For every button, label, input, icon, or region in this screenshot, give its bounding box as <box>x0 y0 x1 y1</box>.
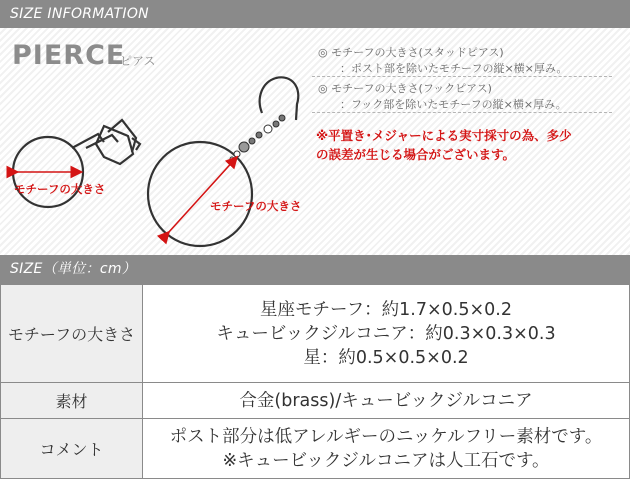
comment-value <box>143 419 630 479</box>
comment-line-2: ※キュービックジルコニアは人工石です。 <box>222 450 550 471</box>
table-row <box>1 285 630 383</box>
motif-size-label: モチーフの大きさ <box>1 285 143 383</box>
constellation-motif-size: 星座モチーフ：約1.7×0.5×0.2 <box>260 299 512 320</box>
stud-note-heading: ◎ モチーフの大きさ(スタッドピアス) <box>318 46 504 59</box>
table-row <box>1 383 630 419</box>
hook-note-detail: ：フック部を除いたモチーフの縦×横×厚み。 <box>340 98 567 111</box>
note-divider-2 <box>312 112 612 113</box>
cubic-zirconia-size: キュービックジルコニア：約0.3×0.3×0.3 <box>216 323 556 344</box>
star-size: 星：約0.5×0.5×0.2 <box>303 347 469 368</box>
stud-note-detail: ：ポスト部を除いたモチーフの縦×横×厚み。 <box>340 62 568 75</box>
hook-size-label: モチーフの大きさ <box>210 199 302 213</box>
motif-size-value <box>143 285 630 383</box>
measurement-warning-line2: の誤差が生じる場合がございます。 <box>316 147 516 162</box>
stud-size-label: モチーフの大きさ <box>14 182 106 196</box>
hook-size-arrow <box>168 158 236 233</box>
material-value <box>143 383 630 419</box>
size-information-header: SIZE INFORMATION <box>0 0 630 28</box>
hook-note-heading: ◎ モチーフの大きさ(フックピアス) <box>318 82 492 95</box>
comment-label: コメント <box>1 419 143 479</box>
pierce-title: PIERCE <box>12 40 126 71</box>
size-unit-header: SIZE（単位：cm） <box>0 255 630 284</box>
chain-beads <box>230 115 285 161</box>
table-row <box>1 419 630 479</box>
measurement-warning-line1: ※平置き･メジャーによる実寸採寸の為、多少 <box>316 128 572 143</box>
hook-earring-drawing <box>148 77 298 246</box>
comment-line-1: ポスト部分は低アレルギーのニッケルフリー素材です。 <box>169 426 603 447</box>
material-text: 合金(brass)/キュービックジルコニア <box>239 390 533 411</box>
material-label: 素材 <box>1 383 143 419</box>
size-table <box>0 284 630 479</box>
note-divider-1 <box>312 76 612 77</box>
pierce-subtitle: ピアス <box>120 54 156 68</box>
